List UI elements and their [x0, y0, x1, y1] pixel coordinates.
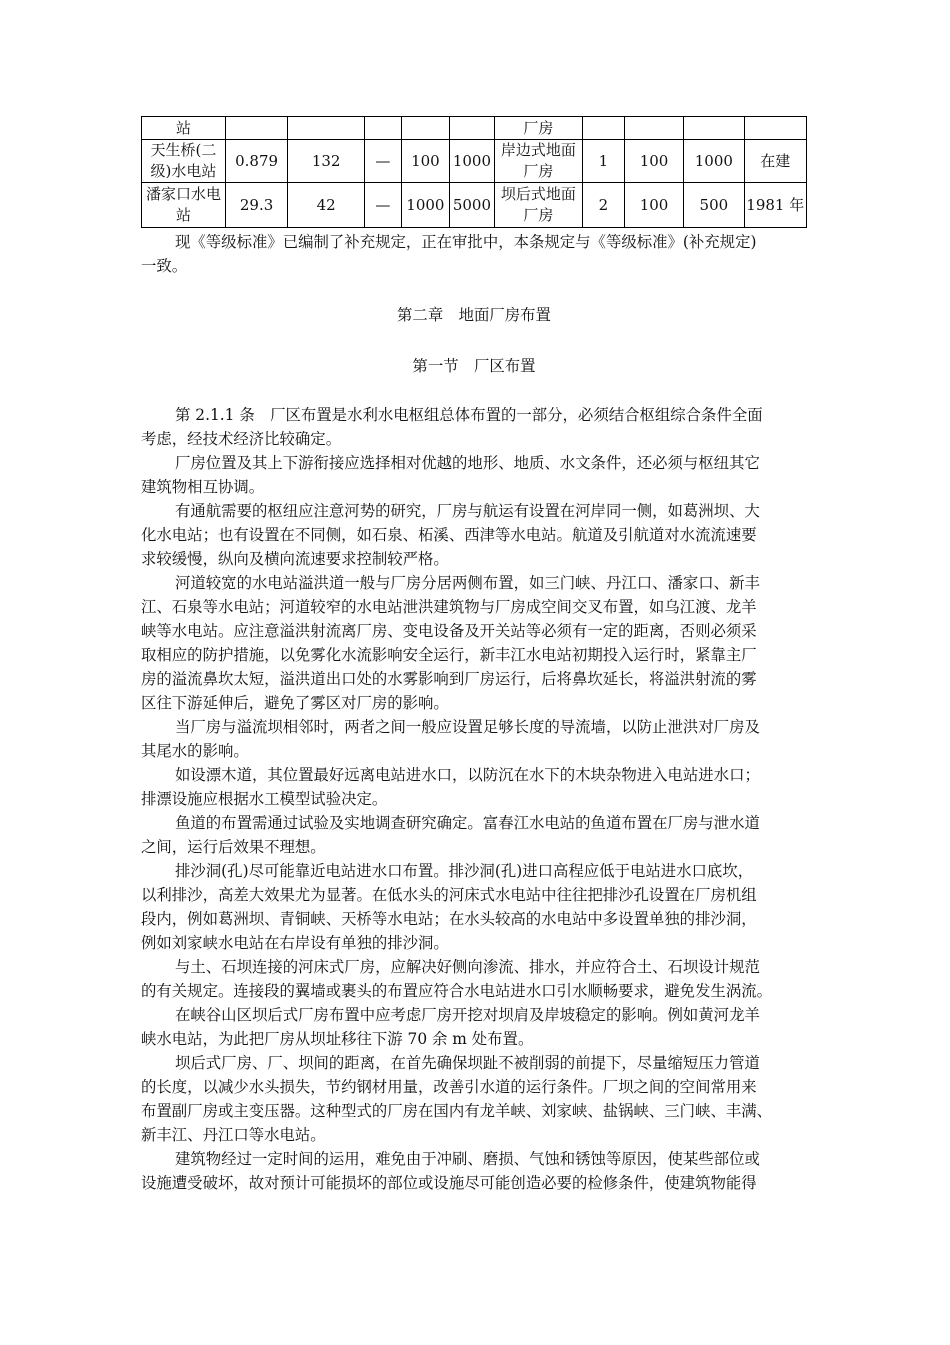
text-line: 在峡谷山区坝后式厂房布置中应考虑厂房开挖对坝肩及岸坡稳定的影响。例如黄河龙羊	[175, 1006, 760, 1024]
table-cell: 站	[142, 117, 226, 140]
text-line: 例如刘家峡水电站在右岸设有单独的排沙洞。	[141, 934, 449, 952]
text-line: 以利排沙，高差大效果尤为显著。在低水头的河床式水电站中往往把排沙孔设置在厂房机组	[141, 886, 757, 904]
text-line: 考虑，经技术经济比较确定。	[141, 430, 342, 448]
table-cell: —	[365, 140, 402, 183]
text-line: 其尾水的影响。	[141, 742, 249, 760]
table-cell: 132	[288, 140, 365, 183]
table-cell: 5000	[449, 183, 494, 228]
text-line: 河道较宽的水电站溢洪道一般与厂房分居两侧布置，如三门峡、丹江口、潘家口、新丰	[175, 574, 760, 592]
table-cell: 0.879	[225, 140, 287, 183]
powerhouse-type-cell: 坝后式地面厂房	[494, 183, 582, 228]
station-name-cell: 潘家口水电站	[142, 183, 226, 228]
table-cell: 2	[582, 183, 624, 228]
table-note	[141, 230, 807, 278]
text-line: 有通航需要的枢纽应注意河势的研究，厂房与航运有设置在河岸同一侧，如葛洲坝、大	[175, 502, 760, 520]
text-line: 段内，例如葛洲坝、青铜峡、天桥等水电站；在水头较高的水电站中多设置单独的排沙洞，	[141, 910, 757, 928]
table-cell: 29.3	[225, 183, 287, 228]
table-cell: 在建	[744, 140, 806, 183]
table-cell: 厂房	[494, 117, 582, 140]
table-cell: 1000	[684, 140, 744, 183]
table-cell	[582, 117, 624, 140]
table-cell: 42	[288, 183, 365, 228]
text-line: 峡等水电站。应注意溢洪射流离厂房、变电设备及开关站等必须有一定的距离，否则必须采	[141, 622, 757, 640]
text-line: 第 2.1.1 条 厂区布置是水利水电枢组总体布置的一部分，必须结合枢组综合条件全面	[175, 406, 763, 424]
text-line: 厂房位置及其上下游衔接应选择相对优越的地形、地质、水文条件，还必须与枢纽其它	[175, 454, 760, 472]
text-line: 一致。	[141, 257, 188, 275]
body-text	[141, 403, 807, 1195]
table-cell: 100	[401, 140, 449, 183]
table-cell: 1	[582, 140, 624, 183]
table-cell: 1000	[449, 140, 494, 183]
table-row	[142, 117, 807, 140]
table-cell	[401, 117, 449, 140]
text-line: 当厂房与溢流坝相邻时，两者之间一般应设置足够长度的导流墙，以防止泄洪对厂房及	[175, 718, 760, 736]
station-name-cell: 天生桥(二级)水电站	[142, 140, 226, 183]
text-line: 排沙洞(孔)尽可能靠近电站进水口布置。排沙洞(孔)进口高程应低于电站进水口底坎，	[175, 862, 754, 880]
text-line: 之间，运行后效果不理想。	[141, 838, 326, 856]
table-cell: 500	[684, 183, 744, 228]
text-line: 区往下游延伸后，避免了雾区对厂房的影响。	[141, 694, 449, 712]
text-line: 坝后式厂房、厂、坝间的距离，在首先确保坝趾不被削弱的前提下，尽量缩短压力管道	[175, 1054, 760, 1072]
table-cell	[365, 117, 402, 140]
table-row	[142, 183, 807, 228]
table-cell	[225, 117, 287, 140]
table-cell: —	[365, 183, 402, 228]
text-line: 新丰江、丹江口等水电站。	[141, 1126, 326, 1144]
table-cell	[684, 117, 744, 140]
text-line: 江、石泉等水电站；河道较窄的水电站泄洪建筑物与厂房成空间交叉布置，如乌江渡、龙羊	[141, 598, 757, 616]
text-line: 布置副厂房或主变压器。这种型式的厂房在国内有龙羊峡、刘家峡、盐锅峡、三门峡、丰满、	[141, 1102, 773, 1120]
text-line: 的长度，以减少水头损失，节约钢材用量，改善引水道的运行条件。厂坝之间的空间常用来	[141, 1078, 757, 1096]
text-line: 化水电站；也有设置在不同侧，如石泉、柘溪、西津等水电站。航道及引航道对水流流速要	[141, 526, 757, 544]
table-cell: 100	[624, 183, 683, 228]
text-line: 如设漂木道，其位置最好远离电站进水口，以防沉在水下的木块杂物进入电站进水口；	[175, 766, 760, 784]
table-cell	[449, 117, 494, 140]
table-cell	[624, 117, 683, 140]
text-line: 排漂设施应根据水工模型试验决定。	[141, 790, 388, 808]
section-title: 第一节 厂区布置	[412, 357, 536, 375]
text-line: 峡水电站，为此把厂房从坝址移往下游 70 余 m 处布置。	[141, 1030, 534, 1048]
table-cell	[744, 117, 806, 140]
table-cell: 1000	[401, 183, 449, 228]
text-line: 的有关规定。连接段的翼墙或裹头的布置应符合水电站进水口引水顺畅要求，避免发生涡流。	[141, 982, 773, 1000]
text-line: 建筑物经过一定时间的运用，难免由于冲刷、磨损、气蚀和锈蚀等原因，使某些部位或	[175, 1150, 760, 1168]
text-line: 设施遭受破坏，故对预计可能损坏的部位或设施尽可能创造必要的检修条件，使建筑物能得	[141, 1174, 757, 1192]
text-line: 与土、石坝连接的河床式厂房，应解决好侧向渗流、排水，并应符合土、石坝设计规范	[175, 958, 760, 976]
text-line: 现《等级标准》已编制了补充规定，正在审批中，本条规定与《等级标准》(补充规定)	[175, 233, 757, 251]
text-line: 房的溢流鼻坎太短，溢洪道出口处的水雾影响到厂房运行，后将鼻坎延长，将溢洪射流的雾	[141, 670, 757, 688]
text-line: 求较缓慢，纵向及横向流速要求控制较严格。	[141, 550, 449, 568]
text-line: 鱼道的布置需通过试验及实地调查研究确定。富春江水电站的鱼道布置在厂房与泄水道	[175, 814, 760, 832]
chapter-title: 第二章 地面厂房布置	[397, 306, 551, 324]
text-line: 取相应的防护措施，以免雾化水流影响安全运行，新丰江水电站初期投入运行时，紧靠主厂	[141, 646, 757, 664]
table-cell: 1981 年	[744, 183, 806, 228]
table-cell	[288, 117, 365, 140]
station-table	[141, 116, 807, 228]
table-cell: 100	[624, 140, 683, 183]
powerhouse-type-cell: 岸边式地面厂房	[494, 140, 582, 183]
table-row	[142, 140, 807, 183]
text-line: 建筑物相互协调。	[141, 478, 265, 496]
